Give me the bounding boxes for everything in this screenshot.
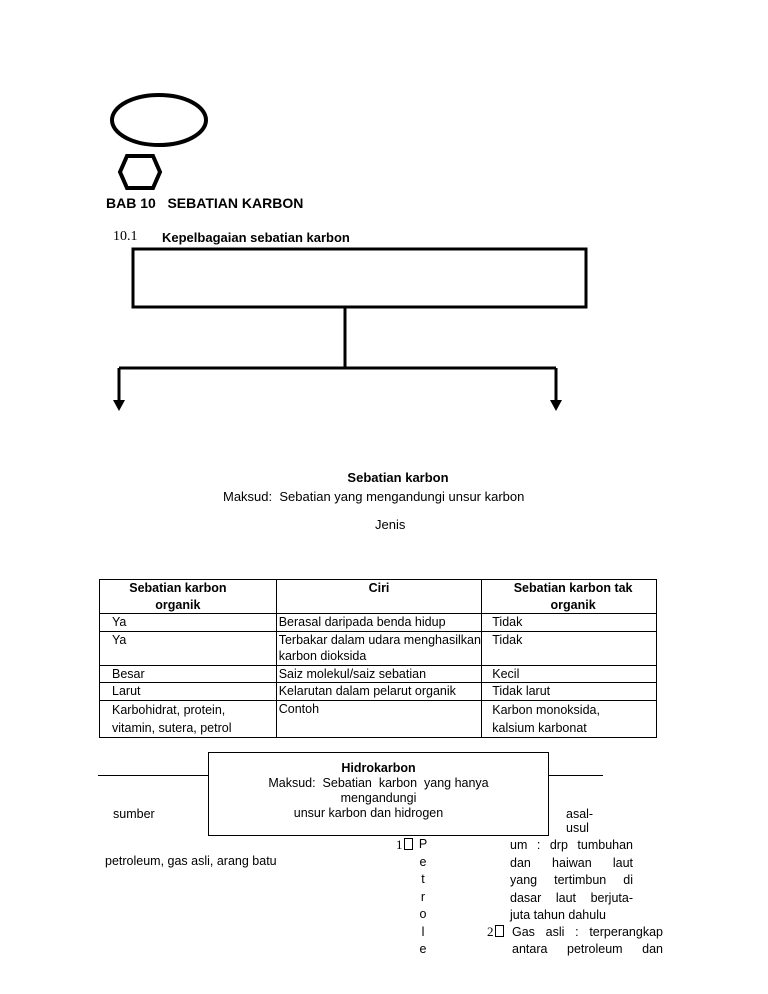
table-row [100,700,657,737]
origin-line: dan haiwan laut [510,855,633,870]
decorative-shapes [105,90,215,195]
origin-line: yang tertimbun di [510,873,633,887]
column-header: Sebatian karbon organik [100,580,277,614]
diagram-top-box [133,249,586,307]
table-cell: Larut [100,683,277,701]
sources-label: sumber [113,807,155,821]
petroleum-letter: o [419,907,427,921]
table-cell: Tidak [482,614,657,632]
item-2-marker [487,924,504,940]
petroleum-letter: P [418,837,428,851]
arrow-left-icon [113,400,125,411]
column-header: Sebatian karbon tak organik [482,580,657,614]
table-cell: Ya [100,614,277,632]
bullet-box-icon [495,925,504,937]
types-label: Jenis [375,517,406,532]
table-cell: Besar [100,665,277,683]
carbon-compound-heading: Sebatian karbon [347,470,449,485]
comparison-table [99,579,657,738]
table-cell: Tidak larut [482,683,657,701]
bullet-box-icon [404,838,413,850]
item-2-number: 2 [487,924,494,939]
petroleum-letter: t [421,872,425,886]
hydrocarbon-definition-1: Maksud: Sebatian karbon yang hanya [268,776,489,790]
table-row [100,631,657,665]
item-1-marker [396,837,413,853]
column-header: Ciri [276,580,482,614]
section-number: 10.1 [113,229,138,244]
origin-word-2: usul [566,821,589,835]
table-cell: Saiz molekul/saiz sebatian [276,665,482,683]
hydrocarbon-definition-3: unsur karbon dan hidrogen [293,806,444,820]
table-cell: Kecil [482,665,657,683]
table-cell: Karbohidrat, protein, vitamin, sutera, petrol [100,700,277,737]
origin-description [510,837,633,925]
table-cell: Berasal daripada benda hidup [276,614,482,632]
hydrocarbon-box [208,752,549,836]
hydrocarbon-definition-2: mengandungi [340,791,417,805]
table-cell: Contoh [276,700,482,737]
table-row [100,614,657,632]
petroleum-letter: l [421,924,425,939]
section-title: Kepelbagaian sebatian karbon [162,230,350,245]
petroleum-vertical-word [416,836,430,959]
origin-line: dasar laut berjuta- [510,890,633,905]
petroleum-letter: r [420,889,426,904]
table-cell: Terbakar dalam udara menghasilkan karbon dioksida [276,631,482,665]
gas-line-2: antara petroleum dan [512,942,663,956]
item-1-number: 1 [396,837,403,852]
hexagon-shape [120,156,160,188]
table-cell: Ya [100,631,277,665]
table-row [100,683,657,701]
arrow-right-icon [550,400,562,411]
table-header-row [100,580,657,614]
origin-line: juta tahun dahulu [510,908,606,922]
table-cell: Tidak [482,631,657,665]
table-cell: Karbon monoksida, kalsium karbonat [482,700,657,737]
sources-list: petroleum, gas asli, arang batu [105,854,277,868]
gas-line-1: Gas asli : terperangkap [512,925,663,939]
hydrocarbon-heading: Hidrokarbon [341,761,416,775]
oval-shape [112,95,206,145]
table-row [100,665,657,683]
carbon-compound-definition: Maksud: Sebatian yang mengandungi unsur karbon [223,489,525,504]
classification-diagram [110,240,590,420]
petroleum-letter: e [419,854,427,869]
table-cell: Kelarutan dalam pelarut organik [276,683,482,701]
origin-word-1: asal- [566,807,594,821]
chapter-title: BAB 10 SEBATIAN KARBON [106,195,304,211]
origin-line: um : drp tumbuhan [510,838,633,852]
petroleum-letter: e [419,942,427,956]
